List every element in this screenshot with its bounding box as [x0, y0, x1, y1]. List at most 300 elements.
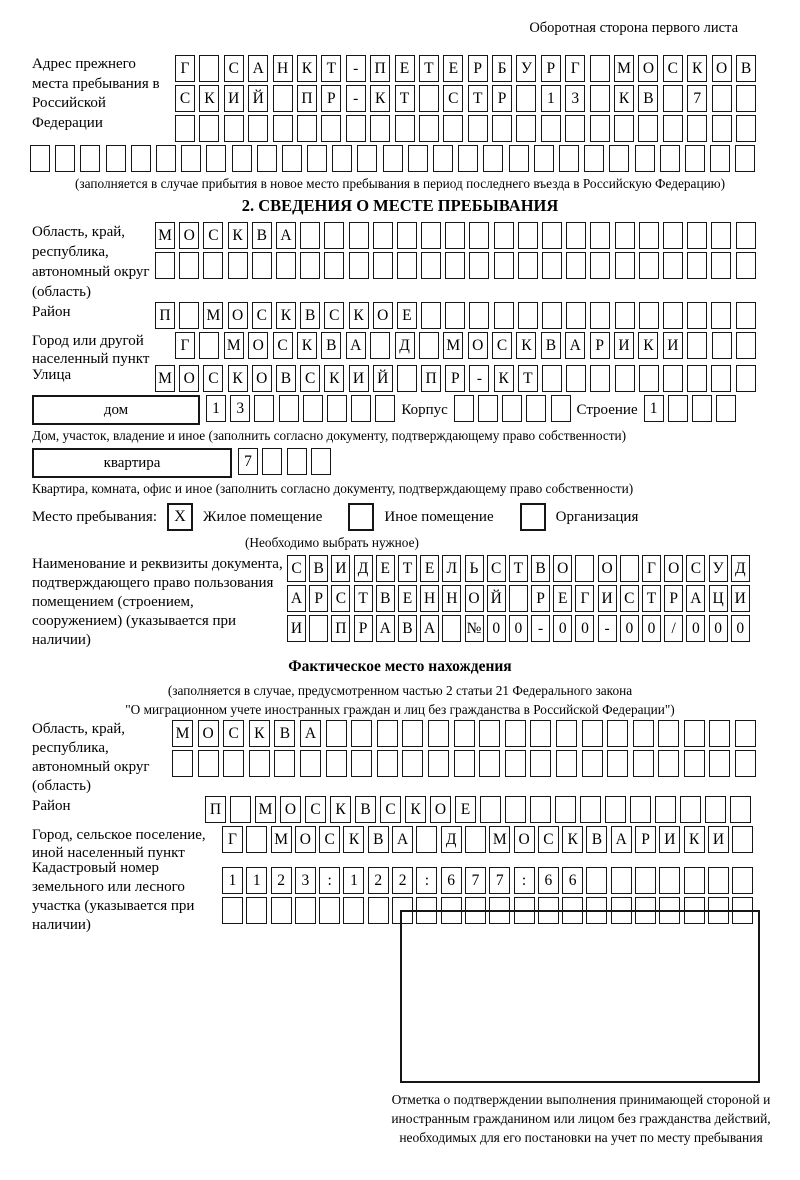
- char-cell[interactable]: К: [297, 332, 317, 359]
- char-cell[interactable]: П: [421, 365, 441, 392]
- char-cell[interactable]: Е: [398, 585, 417, 612]
- char-cell[interactable]: [541, 115, 561, 142]
- char-cell[interactable]: [445, 222, 465, 249]
- char-cell[interactable]: С: [331, 585, 350, 612]
- char-cell[interactable]: [658, 750, 679, 777]
- char-cell[interactable]: [395, 115, 415, 142]
- char-cell[interactable]: [711, 365, 731, 392]
- char-cell[interactable]: [224, 115, 244, 142]
- char-cell[interactable]: В: [276, 365, 296, 392]
- char-cell[interactable]: О: [252, 365, 272, 392]
- char-cell[interactable]: [332, 145, 352, 172]
- char-cell[interactable]: С: [319, 826, 340, 853]
- char-cell[interactable]: С: [252, 302, 272, 329]
- char-cell[interactable]: [297, 115, 317, 142]
- char-cell[interactable]: В: [638, 85, 658, 112]
- char-cell[interactable]: [542, 302, 562, 329]
- char-cell[interactable]: А: [565, 332, 585, 359]
- char-cell[interactable]: [300, 222, 320, 249]
- char-cell[interactable]: [590, 302, 610, 329]
- char-cell[interactable]: Й: [248, 85, 268, 112]
- char-cell[interactable]: О: [553, 555, 572, 582]
- char-cell[interactable]: [419, 115, 439, 142]
- char-cell[interactable]: [428, 720, 449, 747]
- char-cell[interactable]: К: [199, 85, 219, 112]
- char-cell[interactable]: С: [273, 332, 293, 359]
- char-cell[interactable]: [252, 252, 272, 279]
- char-cell[interactable]: [324, 222, 344, 249]
- char-cell[interactable]: [494, 222, 514, 249]
- char-cell[interactable]: [483, 145, 503, 172]
- char-cell[interactable]: Ц: [709, 585, 728, 612]
- char-cell[interactable]: [343, 897, 364, 924]
- char-cell[interactable]: С: [223, 720, 244, 747]
- char-cell[interactable]: Д: [395, 332, 415, 359]
- char-cell[interactable]: И: [659, 826, 680, 853]
- char-cell[interactable]: [307, 145, 327, 172]
- char-cell[interactable]: Т: [398, 555, 417, 582]
- char-cell[interactable]: Й: [373, 365, 393, 392]
- char-cell[interactable]: [156, 145, 176, 172]
- char-cell[interactable]: [274, 750, 295, 777]
- char-cell[interactable]: [454, 720, 475, 747]
- char-cell[interactable]: [639, 222, 659, 249]
- char-cell[interactable]: [349, 252, 369, 279]
- char-cell[interactable]: И: [224, 85, 244, 112]
- char-cell[interactable]: Т: [642, 585, 661, 612]
- char-cell[interactable]: С: [443, 85, 463, 112]
- char-cell[interactable]: Р: [635, 826, 656, 853]
- char-cell[interactable]: [566, 365, 586, 392]
- char-cell[interactable]: [518, 252, 538, 279]
- char-cell[interactable]: [246, 897, 267, 924]
- char-cell[interactable]: [736, 222, 756, 249]
- char-cell[interactable]: В: [355, 796, 376, 823]
- char-cell[interactable]: О: [638, 55, 658, 82]
- char-cell[interactable]: 6: [562, 867, 583, 894]
- char-cell[interactable]: [421, 252, 441, 279]
- char-cell[interactable]: [534, 145, 554, 172]
- char-cell[interactable]: М: [155, 365, 175, 392]
- char-cell[interactable]: [416, 826, 437, 853]
- char-cell[interactable]: [614, 115, 634, 142]
- char-cell[interactable]: [732, 867, 753, 894]
- char-cell[interactable]: [326, 750, 347, 777]
- char-cell[interactable]: [687, 302, 707, 329]
- char-cell[interactable]: 1: [644, 395, 664, 422]
- char-cell[interactable]: [660, 145, 680, 172]
- char-cell[interactable]: 6: [441, 867, 462, 894]
- char-cell[interactable]: [663, 365, 683, 392]
- char-cell[interactable]: [542, 252, 562, 279]
- char-cell[interactable]: [556, 720, 577, 747]
- char-cell[interactable]: [712, 85, 732, 112]
- char-cell[interactable]: [509, 145, 529, 172]
- char-cell[interactable]: [254, 395, 274, 422]
- char-cell[interactable]: [716, 395, 736, 422]
- char-cell[interactable]: 1: [541, 85, 561, 112]
- char-cell[interactable]: [287, 448, 307, 475]
- char-cell[interactable]: С: [287, 555, 306, 582]
- char-cell[interactable]: [663, 222, 683, 249]
- char-cell[interactable]: Е: [397, 302, 417, 329]
- char-cell[interactable]: Т: [395, 85, 415, 112]
- char-cell[interactable]: С: [175, 85, 195, 112]
- char-cell[interactable]: И: [598, 585, 617, 612]
- char-cell[interactable]: А: [346, 332, 366, 359]
- char-cell[interactable]: [383, 145, 403, 172]
- char-cell[interactable]: В: [321, 332, 341, 359]
- char-cell[interactable]: [692, 395, 712, 422]
- char-cell[interactable]: [397, 252, 417, 279]
- char-cell[interactable]: А: [376, 615, 395, 642]
- char-cell[interactable]: [468, 115, 488, 142]
- char-cell[interactable]: [556, 750, 577, 777]
- char-cell[interactable]: [179, 302, 199, 329]
- char-cell[interactable]: [295, 897, 316, 924]
- char-cell[interactable]: [505, 720, 526, 747]
- char-cell[interactable]: М: [172, 720, 193, 747]
- char-cell[interactable]: [687, 252, 707, 279]
- char-cell[interactable]: [181, 145, 201, 172]
- char-cell[interactable]: [687, 365, 707, 392]
- char-cell[interactable]: П: [205, 796, 226, 823]
- char-cell[interactable]: К: [687, 55, 707, 82]
- char-cell[interactable]: 1: [206, 395, 226, 422]
- char-cell[interactable]: Т: [509, 555, 528, 582]
- char-cell[interactable]: Г: [222, 826, 243, 853]
- char-cell[interactable]: [346, 115, 366, 142]
- char-cell[interactable]: [502, 395, 522, 422]
- char-cell[interactable]: [465, 826, 486, 853]
- char-cell[interactable]: 7: [238, 448, 258, 475]
- char-cell[interactable]: -: [531, 615, 550, 642]
- char-cell[interactable]: К: [516, 332, 536, 359]
- char-cell[interactable]: [590, 222, 610, 249]
- char-cell[interactable]: К: [228, 365, 248, 392]
- char-cell[interactable]: О: [468, 332, 488, 359]
- char-cell[interactable]: П: [155, 302, 175, 329]
- char-cell[interactable]: С: [224, 55, 244, 82]
- char-cell[interactable]: В: [541, 332, 561, 359]
- char-cell[interactable]: [551, 395, 571, 422]
- char-cell[interactable]: Е: [443, 55, 463, 82]
- char-cell[interactable]: [311, 448, 331, 475]
- char-cell[interactable]: [480, 796, 501, 823]
- char-cell[interactable]: Г: [565, 55, 585, 82]
- char-cell[interactable]: В: [309, 555, 328, 582]
- char-cell[interactable]: [309, 615, 328, 642]
- char-cell[interactable]: Р: [541, 55, 561, 82]
- char-cell[interactable]: О: [598, 555, 617, 582]
- char-cell[interactable]: Р: [531, 585, 550, 612]
- char-cell[interactable]: [421, 302, 441, 329]
- char-cell[interactable]: [199, 332, 219, 359]
- char-cell[interactable]: И: [614, 332, 634, 359]
- char-cell[interactable]: Е: [553, 585, 572, 612]
- char-cell[interactable]: [590, 85, 610, 112]
- char-cell[interactable]: [357, 145, 377, 172]
- char-cell[interactable]: [630, 796, 651, 823]
- char-cell[interactable]: [516, 85, 536, 112]
- char-cell[interactable]: [633, 720, 654, 747]
- char-cell[interactable]: В: [300, 302, 320, 329]
- char-cell[interactable]: [590, 252, 610, 279]
- char-cell[interactable]: 1: [343, 867, 364, 894]
- char-cell[interactable]: [638, 115, 658, 142]
- char-cell[interactable]: 0: [731, 615, 750, 642]
- char-cell[interactable]: [469, 222, 489, 249]
- char-cell[interactable]: В: [274, 720, 295, 747]
- char-cell[interactable]: [377, 720, 398, 747]
- char-cell[interactable]: [375, 395, 395, 422]
- char-cell[interactable]: [663, 252, 683, 279]
- char-cell[interactable]: 0: [575, 615, 594, 642]
- char-cell[interactable]: [633, 750, 654, 777]
- char-cell[interactable]: К: [614, 85, 634, 112]
- char-cell[interactable]: О: [664, 555, 683, 582]
- char-cell[interactable]: К: [405, 796, 426, 823]
- char-cell[interactable]: [199, 55, 219, 82]
- char-cell[interactable]: [505, 796, 526, 823]
- char-cell[interactable]: [709, 720, 730, 747]
- char-cell[interactable]: А: [686, 585, 705, 612]
- char-cell[interactable]: И: [331, 555, 350, 582]
- char-cell[interactable]: [223, 750, 244, 777]
- char-cell[interactable]: И: [708, 826, 729, 853]
- char-cell[interactable]: [736, 365, 756, 392]
- char-cell[interactable]: В: [368, 826, 389, 853]
- char-cell[interactable]: [736, 252, 756, 279]
- char-cell[interactable]: [684, 867, 705, 894]
- char-cell[interactable]: О: [514, 826, 535, 853]
- char-cell[interactable]: :: [319, 867, 340, 894]
- stay-type-checkbox-residential[interactable]: X: [167, 503, 193, 531]
- char-cell[interactable]: В: [736, 55, 756, 82]
- char-cell[interactable]: [377, 750, 398, 777]
- char-cell[interactable]: О: [248, 332, 268, 359]
- char-cell[interactable]: Е: [376, 555, 395, 582]
- char-cell[interactable]: М: [489, 826, 510, 853]
- char-cell[interactable]: А: [300, 720, 321, 747]
- char-cell[interactable]: К: [228, 222, 248, 249]
- char-cell[interactable]: [609, 145, 629, 172]
- char-cell[interactable]: А: [611, 826, 632, 853]
- char-cell[interactable]: [397, 365, 417, 392]
- char-cell[interactable]: [668, 395, 688, 422]
- char-cell[interactable]: С: [380, 796, 401, 823]
- char-cell[interactable]: Г: [642, 555, 661, 582]
- char-cell[interactable]: Г: [175, 55, 195, 82]
- char-cell[interactable]: [222, 897, 243, 924]
- char-cell[interactable]: [351, 395, 371, 422]
- char-cell[interactable]: [611, 867, 632, 894]
- char-cell[interactable]: [206, 145, 226, 172]
- char-cell[interactable]: [590, 55, 610, 82]
- char-cell[interactable]: [479, 750, 500, 777]
- char-cell[interactable]: [687, 222, 707, 249]
- char-cell[interactable]: 2: [368, 867, 389, 894]
- apartment-box[interactable]: квартира: [32, 448, 232, 478]
- char-cell[interactable]: [370, 115, 390, 142]
- char-cell[interactable]: [711, 222, 731, 249]
- char-cell[interactable]: М: [255, 796, 276, 823]
- char-cell[interactable]: [582, 720, 603, 747]
- char-cell[interactable]: [663, 302, 683, 329]
- char-cell[interactable]: У: [516, 55, 536, 82]
- char-cell[interactable]: [228, 252, 248, 279]
- char-cell[interactable]: Ь: [465, 555, 484, 582]
- char-cell[interactable]: [300, 750, 321, 777]
- char-cell[interactable]: М: [443, 332, 463, 359]
- char-cell[interactable]: [349, 222, 369, 249]
- char-cell[interactable]: С: [492, 332, 512, 359]
- char-cell[interactable]: [735, 750, 756, 777]
- char-cell[interactable]: [575, 555, 594, 582]
- char-cell[interactable]: -: [346, 55, 366, 82]
- char-cell[interactable]: К: [494, 365, 514, 392]
- char-cell[interactable]: [179, 252, 199, 279]
- char-cell[interactable]: Б: [492, 55, 512, 82]
- char-cell[interactable]: [708, 867, 729, 894]
- char-cell[interactable]: К: [562, 826, 583, 853]
- char-cell[interactable]: А: [420, 615, 439, 642]
- char-cell[interactable]: В: [531, 555, 550, 582]
- char-cell[interactable]: С: [203, 365, 223, 392]
- char-cell[interactable]: [271, 897, 292, 924]
- char-cell[interactable]: М: [614, 55, 634, 82]
- char-cell[interactable]: [249, 750, 270, 777]
- char-cell[interactable]: М: [224, 332, 244, 359]
- char-cell[interactable]: [248, 115, 268, 142]
- char-cell[interactable]: 2: [392, 867, 413, 894]
- char-cell[interactable]: Т: [468, 85, 488, 112]
- char-cell[interactable]: В: [398, 615, 417, 642]
- char-cell[interactable]: [230, 796, 251, 823]
- char-cell[interactable]: [442, 615, 461, 642]
- char-cell[interactable]: [203, 252, 223, 279]
- char-cell[interactable]: [232, 145, 252, 172]
- char-cell[interactable]: [518, 222, 538, 249]
- char-cell[interactable]: [659, 867, 680, 894]
- char-cell[interactable]: [106, 145, 126, 172]
- char-cell[interactable]: [687, 115, 707, 142]
- char-cell[interactable]: [175, 115, 195, 142]
- char-cell[interactable]: 1: [222, 867, 243, 894]
- char-cell[interactable]: [736, 115, 756, 142]
- char-cell[interactable]: С: [324, 302, 344, 329]
- char-cell[interactable]: [373, 252, 393, 279]
- char-cell[interactable]: О: [465, 585, 484, 612]
- char-cell[interactable]: [282, 145, 302, 172]
- char-cell[interactable]: [276, 252, 296, 279]
- char-cell[interactable]: А: [276, 222, 296, 249]
- char-cell[interactable]: О: [198, 720, 219, 747]
- char-cell[interactable]: О: [373, 302, 393, 329]
- char-cell[interactable]: [321, 115, 341, 142]
- char-cell[interactable]: Р: [590, 332, 610, 359]
- char-cell[interactable]: [279, 395, 299, 422]
- char-cell[interactable]: 6: [538, 867, 559, 894]
- char-cell[interactable]: П: [370, 55, 390, 82]
- char-cell[interactable]: [454, 395, 474, 422]
- char-cell[interactable]: В: [376, 585, 395, 612]
- char-cell[interactable]: О: [712, 55, 732, 82]
- char-cell[interactable]: О: [430, 796, 451, 823]
- char-cell[interactable]: [273, 115, 293, 142]
- char-cell[interactable]: [494, 252, 514, 279]
- char-cell[interactable]: Й: [487, 585, 506, 612]
- char-cell[interactable]: 3: [565, 85, 585, 112]
- char-cell[interactable]: [300, 252, 320, 279]
- char-cell[interactable]: П: [331, 615, 350, 642]
- char-cell[interactable]: С: [203, 222, 223, 249]
- char-cell[interactable]: Т: [518, 365, 538, 392]
- char-cell[interactable]: 0: [686, 615, 705, 642]
- char-cell[interactable]: [402, 750, 423, 777]
- char-cell[interactable]: [590, 365, 610, 392]
- char-cell[interactable]: [705, 796, 726, 823]
- char-cell[interactable]: С: [538, 826, 559, 853]
- char-cell[interactable]: [479, 720, 500, 747]
- char-cell[interactable]: [172, 750, 193, 777]
- char-cell[interactable]: У: [709, 555, 728, 582]
- char-cell[interactable]: Г: [575, 585, 594, 612]
- char-cell[interactable]: О: [295, 826, 316, 853]
- char-cell[interactable]: [663, 85, 683, 112]
- char-cell[interactable]: [566, 302, 586, 329]
- char-cell[interactable]: [655, 796, 676, 823]
- char-cell[interactable]: [680, 796, 701, 823]
- char-cell[interactable]: О: [179, 222, 199, 249]
- char-cell[interactable]: 0: [509, 615, 528, 642]
- char-cell[interactable]: [445, 252, 465, 279]
- char-cell[interactable]: [454, 750, 475, 777]
- char-cell[interactable]: [710, 145, 730, 172]
- char-cell[interactable]: [635, 145, 655, 172]
- char-cell[interactable]: 7: [465, 867, 486, 894]
- char-cell[interactable]: [445, 302, 465, 329]
- stay-type-checkbox-other[interactable]: [348, 503, 374, 531]
- char-cell[interactable]: [326, 720, 347, 747]
- char-cell[interactable]: [373, 222, 393, 249]
- char-cell[interactable]: 2: [271, 867, 292, 894]
- char-cell[interactable]: [584, 145, 604, 172]
- char-cell[interactable]: [684, 720, 705, 747]
- char-cell[interactable]: 1: [246, 867, 267, 894]
- char-cell[interactable]: [55, 145, 75, 172]
- char-cell[interactable]: [615, 252, 635, 279]
- char-cell[interactable]: -: [598, 615, 617, 642]
- char-cell[interactable]: 3: [230, 395, 250, 422]
- char-cell[interactable]: [469, 252, 489, 279]
- char-cell[interactable]: [505, 750, 526, 777]
- char-cell[interactable]: [530, 796, 551, 823]
- char-cell[interactable]: [615, 222, 635, 249]
- char-cell[interactable]: [131, 145, 151, 172]
- char-cell[interactable]: [685, 145, 705, 172]
- char-cell[interactable]: [351, 750, 372, 777]
- char-cell[interactable]: И: [663, 332, 683, 359]
- char-cell[interactable]: [709, 750, 730, 777]
- char-cell[interactable]: [658, 720, 679, 747]
- char-cell[interactable]: К: [370, 85, 390, 112]
- char-cell[interactable]: К: [330, 796, 351, 823]
- char-cell[interactable]: [542, 222, 562, 249]
- char-cell[interactable]: Н: [420, 585, 439, 612]
- char-cell[interactable]: Р: [445, 365, 465, 392]
- char-cell[interactable]: [663, 115, 683, 142]
